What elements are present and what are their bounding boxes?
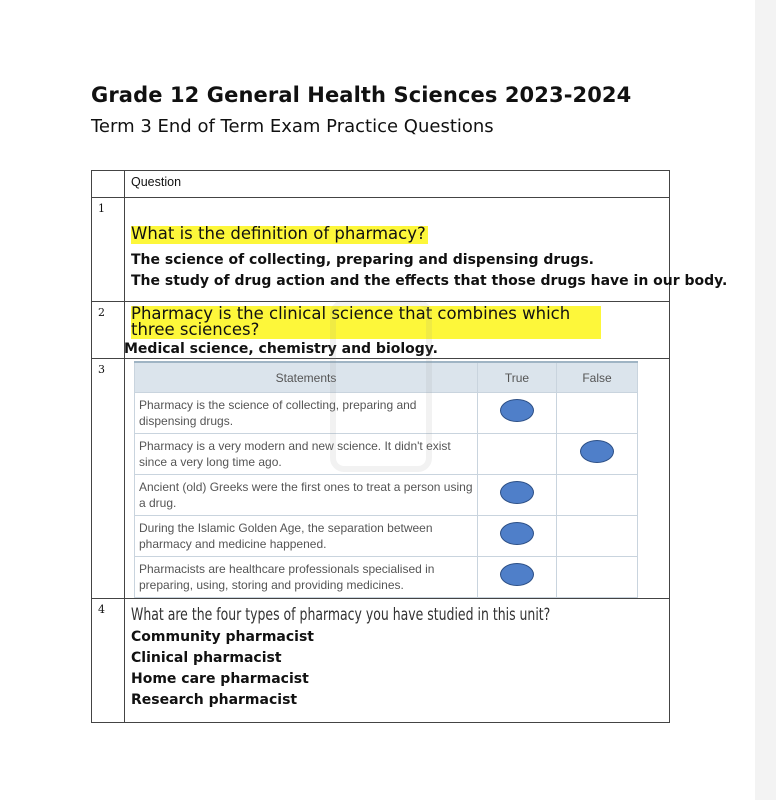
false-mark xyxy=(580,440,614,463)
question-number: 3 xyxy=(98,363,105,376)
question-text: Pharmacy is the clinical science that combines which three sciences? xyxy=(131,306,601,339)
statement-row xyxy=(135,557,638,598)
statement-row xyxy=(135,475,638,516)
question-number: 2 xyxy=(98,306,105,319)
false-column-header: False xyxy=(557,362,638,393)
statement-row xyxy=(135,434,638,475)
statement-text: During the Islamic Golden Age, the separation between pharmacy and medicine happened. xyxy=(135,516,478,557)
question-row-3 xyxy=(92,359,670,599)
statement-text: Ancient (old) Greeks were the first ones to treat a person using a drug. xyxy=(135,475,478,516)
question-column-header: Question xyxy=(131,175,182,189)
statement-text: Pharmacy is a very modern and new science. It didn't exist since a very long time ago. xyxy=(135,434,478,475)
page-title: Grade 12 General Health Sciences 2023-2024 xyxy=(91,83,632,107)
true-mark xyxy=(500,399,534,422)
true-mark xyxy=(500,481,534,504)
questions-table xyxy=(91,170,728,723)
statement-text: Pharmacy is the science of collecting, preparing and dispensing drugs. xyxy=(135,393,478,434)
true-mark xyxy=(500,522,534,545)
question-number: 4 xyxy=(98,603,105,616)
statements-column-header: Statements xyxy=(135,362,478,393)
statements-table xyxy=(134,361,638,598)
statement-row xyxy=(135,516,638,557)
answer-line: Community pharmacist xyxy=(131,629,314,645)
answer-line: Home care pharmacist xyxy=(131,671,309,687)
table-header-row xyxy=(92,171,670,198)
question-text: What is the definition of pharmacy? xyxy=(131,224,426,243)
question-number: 1 xyxy=(98,202,105,215)
statement-row xyxy=(135,393,638,434)
page-subtitle: Term 3 End of Term Exam Practice Questions xyxy=(91,116,494,137)
statement-text: Pharmacists are healthcare professionals specialised in preparing, using, storing and providing medicines. xyxy=(135,557,478,598)
answer-line: Medical science, chemistry and biology. xyxy=(124,341,438,357)
question-row-4 xyxy=(92,599,670,723)
answer-line: The study of drug action and the effects that those drugs have in our body. xyxy=(131,273,728,289)
answer-line: The science of collecting, preparing and dispensing drugs. xyxy=(131,252,594,268)
question-row-1 xyxy=(92,198,670,302)
true-mark xyxy=(500,563,534,586)
answer-line: Clinical pharmacist xyxy=(131,650,282,666)
question-row-2 xyxy=(92,302,670,359)
true-column-header: True xyxy=(478,362,557,393)
question-text: What are the four types of pharmacy you have studied in this unit? xyxy=(131,605,551,624)
answer-line: Research pharmacist xyxy=(131,692,298,708)
